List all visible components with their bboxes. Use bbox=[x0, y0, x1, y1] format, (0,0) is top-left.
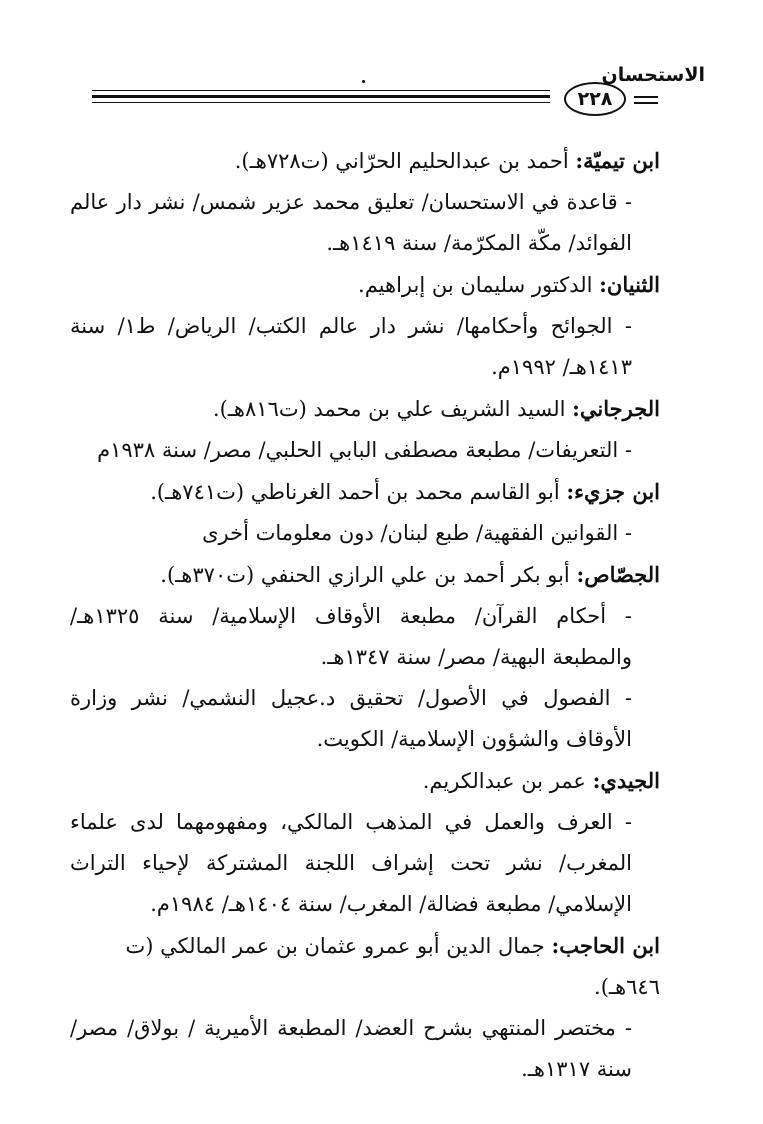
entry-ibn-hajib bbox=[70, 925, 660, 1008]
header-dash bbox=[634, 102, 658, 104]
entry-name: الدكتور سليمان بن إبراهيم. bbox=[358, 273, 593, 297]
entry-author: ابن جزيء: bbox=[566, 479, 660, 504]
entry-name: عمر بن عبدالكريم. bbox=[422, 769, 586, 793]
entry-work: - أحكام القرآن/ مطبعة الأوقاف الإسلامية/ سنة ١٣٢٥هـ/ والمطبعة البهية/ مصر/ سنة ١٣٤٧هـ. bbox=[70, 604, 632, 669]
entry-author: الجرجاني: bbox=[572, 396, 660, 421]
entry-name: أبو القاسم محمد بن أحمد الغرناطي (ت٧٤١هـ). bbox=[150, 480, 560, 504]
entry-thunayan bbox=[70, 264, 660, 306]
page-number: ٢٢٨ bbox=[564, 82, 626, 116]
entry-name: أبو بكر أحمد بن علي الرازي الحنفي (ت٣٧٠هـ). bbox=[160, 563, 570, 587]
entry-name: أحمد بن عبدالحليم الحرّاني (ت٧٢٨هـ). bbox=[234, 149, 569, 173]
entry-work: - التعريفات/ مطبعة مصطفى البابي الحلبي/ مصر/ سنة ١٩٣٨م bbox=[97, 438, 632, 462]
bibliography bbox=[70, 140, 660, 1090]
entry-name: جمال الدين أبو عمرو عثمان بن عمر المالكي (ت ٦٤٦هـ). bbox=[125, 934, 660, 999]
entry-author: ابن تيميّة: bbox=[575, 148, 660, 173]
entry-work: - مختصر المنتهي بشرح العضد/ المطبعة الأميرية / بولاق/ مصر/ سنة ١٣١٧هـ. bbox=[70, 1016, 632, 1081]
header-rule bbox=[92, 102, 550, 103]
page-header bbox=[0, 0, 763, 125]
header-rule bbox=[92, 90, 550, 91]
entry-ibn-juzay bbox=[70, 471, 660, 513]
entry-author: الثنيان: bbox=[599, 272, 660, 297]
entry-jurjani bbox=[70, 388, 660, 430]
header-rule bbox=[92, 95, 550, 98]
ink-dot bbox=[362, 80, 365, 83]
entry-author: الجيدي: bbox=[592, 768, 660, 793]
entry-jassas bbox=[70, 554, 660, 596]
entry-work: - العرف والعمل في المذهب المالكي، ومفهومهما لدى علماء المغرب/ نشر تحت إشراف اللجنة المشتركة لإحياء التراث الإسلامي/ مطبعة فضالة/ المغرب/ سنة ١٤٠٤هـ/ ١٩٨٤م. bbox=[70, 810, 632, 916]
entry-ibn-taymiyya bbox=[70, 140, 660, 182]
entry-author: الجصّاص: bbox=[576, 562, 660, 587]
entry-author: ابن الحاجب: bbox=[551, 933, 660, 958]
header-dash bbox=[634, 96, 658, 98]
entry-work: - الفصول في الأصول/ تحقيق د.عجيل النشمي/ نشر وزارة الأوقاف والشؤون الإسلامية/ الكويت. bbox=[70, 686, 632, 751]
entry-name: السيد الشريف علي بن محمد (ت٨١٦هـ). bbox=[212, 397, 566, 421]
entry-work: - قاعدة في الاستحسان/ تعليق محمد عزير شمس/ نشر دار عالم الفوائد/ مكّة المكرّمة/ سنة ١٤١٩هـ. bbox=[70, 190, 632, 255]
entry-work: - الجوائح وأحكامها/ نشر دار عالم الكتب/ الرياض/ ط١/ سنة ١٤١٣هـ/ ١٩٩٢م. bbox=[70, 314, 632, 379]
running-title: الاستحسان bbox=[601, 64, 705, 86]
entry-work: - القوانين الفقهية/ طبع لبنان/ دون معلومات أخرى bbox=[202, 521, 632, 545]
entry-jaydi bbox=[70, 760, 660, 802]
